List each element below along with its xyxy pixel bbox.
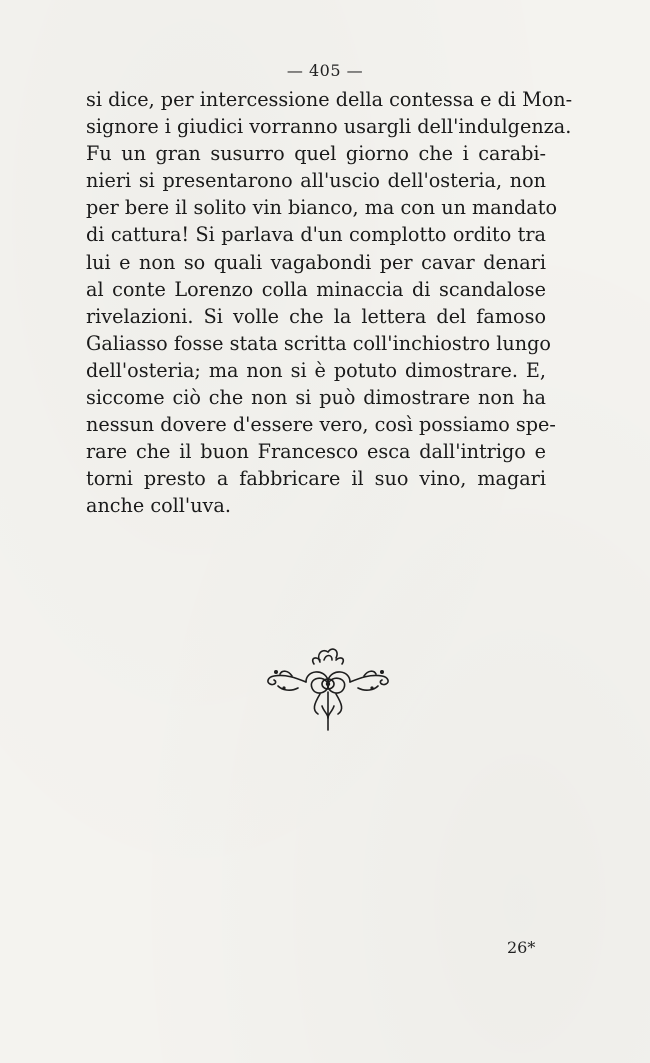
text-line: si dice, per intercessione della contessa e di Mon- — [86, 88, 573, 111]
text-line: Fu un gran susurro quel giorno che i carabi- — [86, 142, 546, 166]
text-line: torni presto a fabbricare il suo vino, magari — [86, 467, 546, 491]
text-line: lui e non so quali vagabondi per cavar denari — [86, 250, 546, 274]
text-line: per bere il solito vin bianco, ma con un mandato — [86, 196, 558, 220]
body-paragraph — [86, 86, 573, 520]
text-line: al conte Lorenzo colla minaccia di scandalose — [86, 277, 546, 301]
text-line: anche coll'uva. — [86, 494, 231, 518]
text-line: di cattura! Si parlava d'un complotto ordito tra — [86, 223, 546, 247]
signature-mark: 26* — [507, 938, 536, 957]
text-line: nessun dovere d'essere vero, così possiamo spe- — [86, 413, 556, 437]
page-number: — 405 — — [286, 61, 364, 80]
text-line: Galiasso fosse stata scritta coll'inchiostro lungo — [86, 331, 551, 355]
text-line: rare che il buon Francesco esca dall'intrigo e — [86, 440, 546, 464]
floral-ornament-icon — [262, 644, 396, 736]
text-line: nieri si presentarono all'uscio dell'osteria, non — [86, 169, 546, 193]
text-line: signore i giudici vorranno usargli dell'indulgenza. — [86, 115, 572, 139]
text-line: siccome ciò che non si può dimostrare non ha — [86, 386, 546, 410]
text-line: rivelazioni. Si volle che la lettera del famoso — [86, 304, 546, 328]
text-line: dell'osteria; ma non si è potuto dimostrare. E, — [86, 358, 546, 382]
